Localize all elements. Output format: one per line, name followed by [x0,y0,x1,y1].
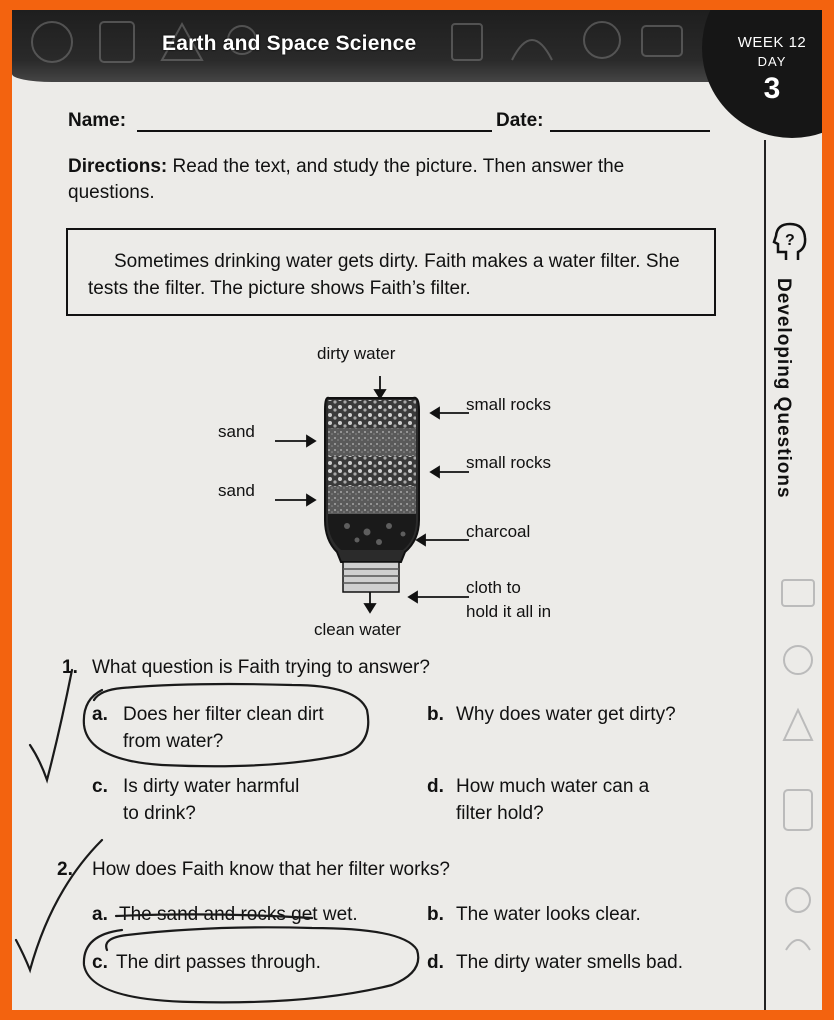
name-label: Name: [68,110,127,131]
reading-passage-box [66,228,716,316]
worksheet-page [12,10,822,1010]
q1-option-a[interactable] [92,704,108,726]
question-1-text: What question is Faith trying to answer? [92,657,430,678]
diagram-label-rocks-2: small rocks [466,453,552,472]
q2-option-a-letter: a. [92,904,108,925]
q2-option-d-text: The dirty water smells bad. [456,952,684,973]
directions-label: Directions: [68,156,168,177]
passage-text: Sometimes drinking water gets dirty. Faith makes a water filter. She tests the filter. The picture shows Faith’s filter. [88,251,680,299]
science-pattern-decoration [12,10,822,82]
week-label: WEEK 12 [737,34,807,51]
diagram-label-cloth-1: cloth to [466,578,521,597]
q1-option-d-line-1: How much water can a [456,776,650,797]
q2-option-c[interactable] [92,952,108,974]
side-divider [764,140,766,1010]
name-field[interactable] [137,130,492,132]
diagram-label-sand-1: sand [218,422,255,441]
side-tab-label: Developing Questions [773,278,794,499]
diagram-label-rocks-1: small rocks [466,395,552,414]
subject-title: Earth and Space Science [162,32,417,55]
q2-option-a[interactable] [92,904,108,926]
q2-option-d-letter: d. [427,952,444,973]
directions-text-1: Read the text, and study the picture. Then answer the [167,156,625,177]
faint-science-icons-decoration [778,570,822,990]
q1-option-a-line-1: Does her filter clean dirt [123,704,324,725]
q1-option-d-line-2: filter hold? [456,803,544,824]
check-mark-q1 [30,670,72,780]
svg-text:?: ? [785,232,795,249]
q2-option-d[interactable] [427,952,444,974]
directions-text-2: questions. [68,182,155,203]
q2-option-b-letter: b. [427,904,444,925]
q2-option-a-text: The sand and rocks get wet. [119,904,358,925]
head-question-icon [772,220,808,264]
q1-option-c-line-2: to drink? [123,803,196,824]
diagram-label-sand-2: sand [218,481,255,500]
question-2-number: 2. [57,859,73,880]
q1-option-b-text: Why does water get dirty? [456,704,676,725]
date-label: Date: [496,110,544,131]
diagram-label-cloth-2: hold it all in [466,602,552,621]
q1-option-b[interactable] [427,704,444,726]
q2-option-b[interactable] [427,904,444,926]
diagram-label-charcoal: charcoal [466,522,531,541]
q1-option-d-letter: d. [427,776,444,797]
day-label: DAY [757,54,787,69]
day-number: 3 [763,72,781,105]
water-filter-bottle-illustration [207,340,477,630]
directions-line-1 [68,156,624,178]
q1-option-a-line-2: from water? [123,731,224,752]
q1-option-c-letter: c. [92,776,108,797]
question-1-number: 1. [62,657,78,678]
q1-option-d[interactable] [427,776,444,798]
q2-option-b-text: The water looks clear. [456,904,641,925]
q1-option-c[interactable] [92,776,108,798]
diagram-label-top: dirty water [317,344,396,363]
q2-option-c-letter: c. [92,952,108,973]
date-field[interactable] [550,130,710,132]
question-2-text: How does Faith know that her filter works? [92,859,450,880]
q2-option-c-text: The dirt passes through. [116,952,321,973]
q1-option-a-letter: a. [92,704,108,725]
diagram-label-bottom: clean water [314,620,401,639]
q1-option-b-letter: b. [427,704,444,725]
q1-option-c-line-1: Is dirty water harmful [123,776,300,797]
